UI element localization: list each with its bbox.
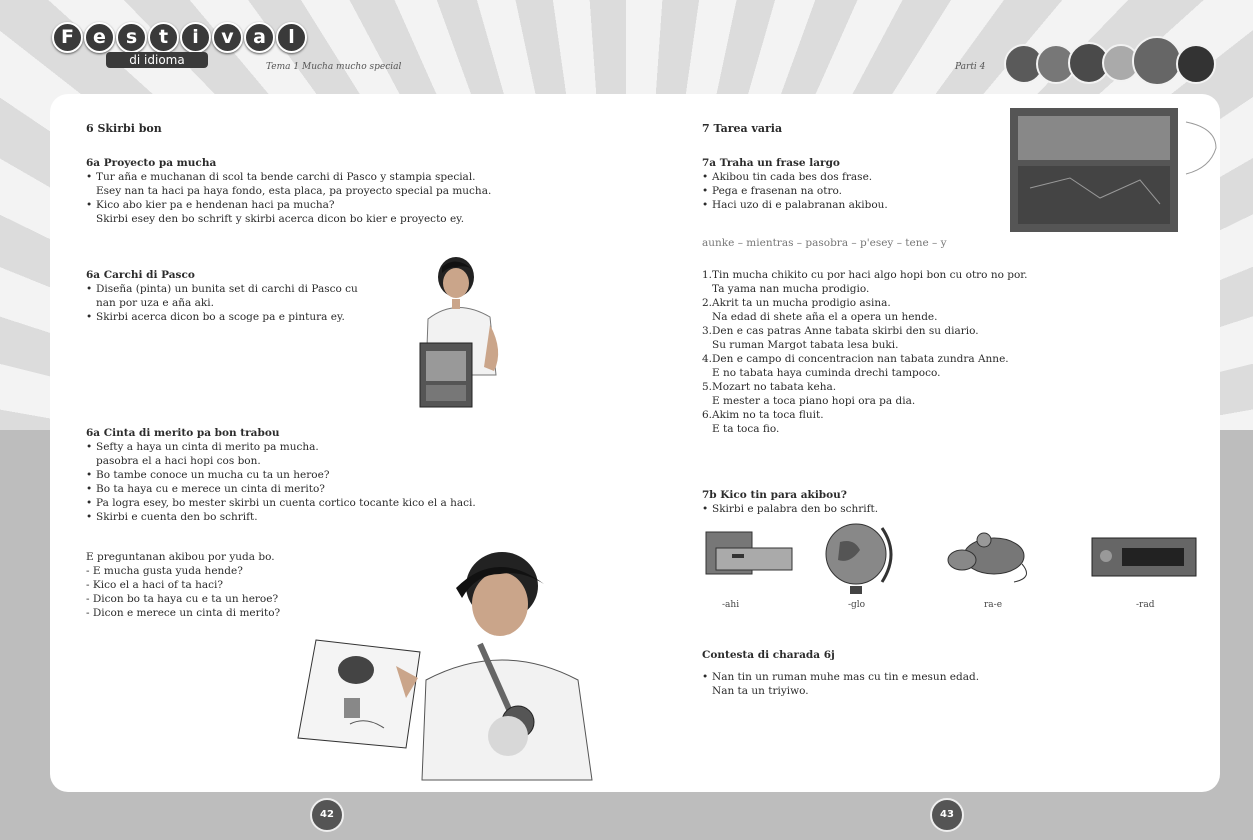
page-number-left: 42: [310, 798, 344, 832]
logo-letter: s: [116, 22, 147, 53]
rat-illustration: [944, 530, 1032, 586]
page-number-right: 43: [930, 798, 964, 832]
list-item: 6.Akim no ta toca fluit. E ta toca fio.: [702, 409, 824, 435]
question-line: - Dicon e merece un cinta di merito?: [86, 607, 281, 619]
picture-label: -ahi: [722, 600, 740, 610]
list-item: • Bo ta haya cu e merece un cinta di merito?: [86, 482, 536, 496]
list-item: 5.Mozart no tabata keha. E mester a toca piano hopi ora pa dia.: [702, 381, 916, 407]
question-line: - Kico el a haci of ta haci?: [86, 579, 223, 591]
girl-holding-card-illustration: [410, 255, 514, 411]
word-bank: aunke – mientras – pasobra – p'esey – tene – y: [702, 237, 947, 249]
exercise-7b: [702, 488, 1152, 516]
list-item: • Nan tin un ruman muhe mas cu tin e mesun edad. Nan ta un triyiwo.: [702, 670, 1152, 698]
picture-label: -rad: [1136, 600, 1155, 610]
logo-letter: a: [244, 22, 275, 53]
left-header-title: Tema 1 Mucha mucho special: [266, 62, 402, 72]
page-header: [0, 0, 1253, 96]
list-item: • Akibou tin cada bes dos frase.: [702, 170, 1152, 184]
list-item: 3.Den e cas patras Anne tabata skirbi den su diario. Su ruman Margot tabata lesa buki.: [702, 325, 979, 351]
logo-letter: t: [148, 22, 179, 53]
list-item: • Skirbi acerca dicon bo a scoge pa e pintura ey.: [86, 310, 536, 324]
festival-logo: [52, 22, 307, 53]
logo-letter: F: [52, 22, 83, 53]
list-item: • Sefty a haya un cinta di merito pa mucha. pasobra el a haci hopi cos bon.: [86, 440, 536, 468]
logo-letter: e: [84, 22, 115, 53]
list-item: • Skirbi e palabra den bo schrift.: [702, 502, 1152, 516]
riddle-answer-title: Contesta di charada 6j: [702, 649, 835, 661]
question-line: - E mucha gusta yuda hende?: [86, 565, 243, 577]
list-item: • Bo tambe conoce un mucha cu ta un heroe?: [86, 468, 536, 482]
list-item: • Diseña (pinta) un bunita set di carchi di Pasco cu nan por uza e aña aki.: [86, 282, 536, 310]
sentence-pair-list: [702, 268, 1152, 436]
question-line: - Dicon bo ta haya cu e ta un heroe?: [86, 593, 279, 605]
logo-letter: l: [276, 22, 307, 53]
list-item: • Tur aña e muchanan di scol ta bende carchi di Pasco y stampia special. Esey nan ta haci pa haya fondo, esta placa, pa proyecto special pa mucha.: [86, 170, 536, 198]
exercise-6c-list: [86, 440, 536, 524]
list-item: • Skirbi e cuenta den bo schrift.: [86, 510, 536, 524]
list-item: • Kico abo kier pa e hendenan haci pa mucha? Skirbi esey den bo schrift y skirbi acerca dicon bo kier e proyecto ey.: [86, 198, 536, 226]
picture-label: -glo: [848, 600, 866, 610]
section-6-title: 6 Skirbi bon: [86, 122, 162, 135]
radio-illustration: [1088, 530, 1200, 580]
list-item: 2.Akrit ta un mucha prodigio asina. Na edad di shete aña el a opera un hende.: [702, 297, 938, 323]
exercise-6a: [86, 156, 536, 226]
list-item: 4.Den e campo di concentracion nan tabata zundra Anne. E no tabata haya cuminda drechi tampoco.: [702, 353, 1009, 379]
exercise-riddle-answer: [702, 648, 1152, 698]
painting-photo: [1010, 108, 1222, 232]
exercise-7a-title: 7a Traha un frase largo: [702, 157, 840, 169]
list-item: • Haci uzo di e palabranan akibou.: [702, 198, 1152, 212]
exercise-7b-list: [702, 502, 1152, 516]
left-page: [86, 122, 536, 619]
sentence-pairs: [702, 268, 1152, 436]
exercise-6b-title: 6a Carchi di Pasco: [86, 269, 195, 281]
exercise-6a-title: 6a Proyecto pa mucha: [86, 157, 217, 169]
logo-letter: i: [180, 22, 211, 53]
questions-intro: E preguntanan akibou por yuda bo.: [86, 551, 275, 563]
decorative-circles: [1004, 36, 1226, 86]
exercise-6c-title: 6a Cinta di merito pa bon trabou: [86, 427, 280, 439]
exercise-6a-list: [86, 170, 536, 226]
exercise-6c: [86, 426, 536, 524]
exercise-7b-title: 7b Kico tin para akibou?: [702, 489, 847, 501]
list-item: • Pa logra esey, bo mester skirbi un cuenta cortico tocante kico el a haci.: [86, 496, 536, 510]
right-header-title: Parti 4: [955, 62, 986, 72]
boy-holding-certificate-illustration: [296, 548, 606, 788]
list-item: 1.Tin mucha chikito cu por haci algo hopi bon cu otro no por. Ta yama nan mucha prodigio.: [702, 269, 1028, 295]
logo-letter: v: [212, 22, 243, 53]
drawer-illustration: [702, 528, 796, 578]
riddle-answer-list: [702, 670, 1152, 698]
globe-illustration: [820, 520, 902, 598]
picture-label: ra-e: [984, 600, 1003, 610]
section-7-title: 7 Tarea varia: [702, 122, 783, 135]
list-item: • Pega e frasenan na otro.: [702, 184, 1152, 198]
logo-subtitle: di idioma: [106, 52, 208, 68]
